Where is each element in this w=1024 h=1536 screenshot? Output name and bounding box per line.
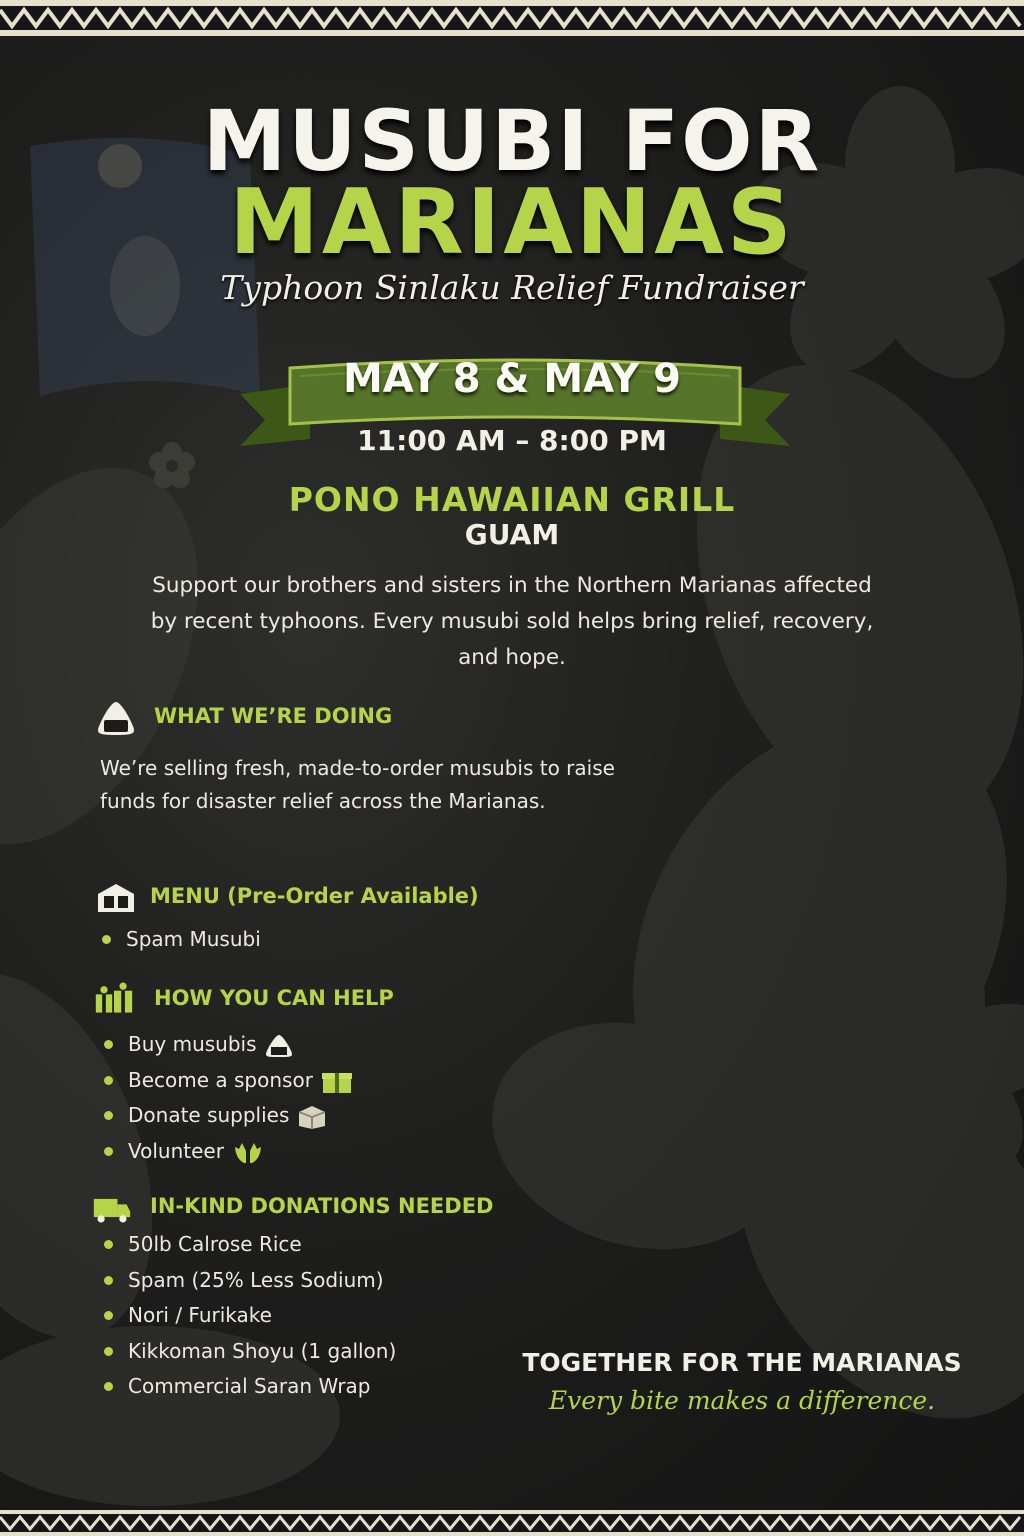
intro-paragraph: Support our brothers and sisters in the Northern Marianas affected by recent typhoons. Every musubi sold helps bring relief, recovery, and hope. [150,573,874,670]
raised-hands-icon [232,1139,264,1165]
footer-headline: TOGETHER FOR THE MARIANAS [522,1348,962,1377]
list-item-label: Kikkoman Shoyu (1 gallon) [128,1338,397,1363]
title-line-1: MUSUBI FOR [202,92,822,190]
top-tribal-border [0,0,1024,36]
list-item-label: Volunteer [128,1138,224,1163]
list-item [102,1134,353,1170]
list-item [102,1263,396,1299]
list-item-label: Nori / Furikake [128,1303,272,1327]
list-item-label: Spam Musubi [126,927,261,951]
zigzag-pattern-icon [0,1510,1024,1536]
menu-list [100,922,261,958]
section-title-doing: WHAT WE’RE DOING [154,704,393,728]
list-item [102,1027,353,1063]
list-item-label: Buy musubis [128,1032,257,1056]
gift-boxes-icon [94,980,134,1016]
list-item-label: Become a sponsor [128,1067,313,1092]
list-item [100,922,261,958]
musubi-icon [265,1034,293,1058]
section-title-menu: MENU (Pre-Order Available) [150,884,479,908]
event-dates: MAY 8 & MAY 9 [342,356,682,402]
bento-icon [96,880,136,916]
venue-city: GUAM [464,518,560,551]
list-item [102,1298,396,1334]
zigzag-pattern-icon [0,0,1024,36]
list-item-label: Spam (25% Less Sodium) [128,1267,384,1292]
list-item [102,1098,353,1134]
list-item-label: Donate supplies [128,1103,290,1127]
bottom-tribal-border [0,1510,1024,1536]
subtitle: Typhoon Sinlaku Relief Fundraiser [220,268,804,307]
delivery-truck-icon [92,1190,132,1226]
footer-tagline: Every bite makes a difference. [548,1386,936,1415]
gift-box-icon [321,1068,353,1094]
box-icon [297,1104,327,1130]
list-item [102,1063,353,1099]
list-item [102,1227,396,1263]
event-hours: 11:00 AM – 8:00 PM [357,424,667,457]
inkind-list [102,1227,396,1405]
title-line-2: MARIANAS [229,170,795,275]
doing-paragraph: We’re selling fresh, made-to-order musubis to raise funds for disaster relief across the Marianas. [100,756,615,813]
list-item-label: 50lb Calrose Rice [128,1232,302,1256]
help-list [102,1027,353,1169]
section-title-help: HOW YOU CAN HELP [154,986,394,1010]
musubi-icon [96,700,136,736]
section-title-inkind: IN-KIND DONATIONS NEEDED [150,1194,494,1218]
venue-name: PONO HAWAIIAN GRILL [288,480,736,519]
list-item-label: Commercial Saran Wrap [128,1374,371,1398]
list-item [102,1334,396,1370]
list-item [102,1369,396,1405]
